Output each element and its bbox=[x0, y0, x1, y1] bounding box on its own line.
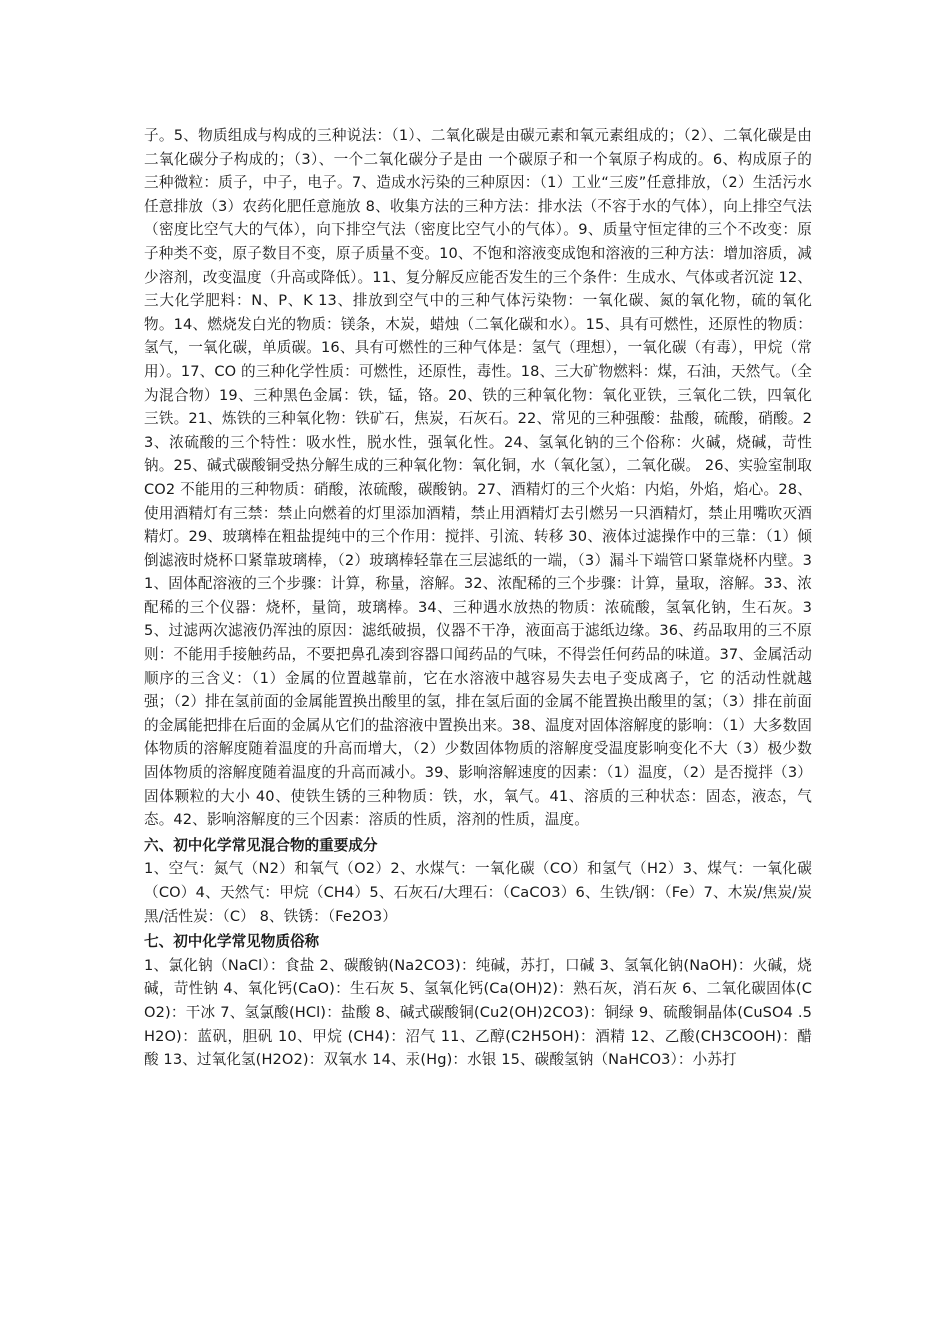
section7-paragraph: 1、氯化钠（NaCl）：食盐 2、碳酸钠(Na2CO3)：纯碱，苏打，口碱 3、氢氧化钠(NaOH)：火碱，烧碱，苛性钠 4、氧化钙(CaO)：生石灰 5、氢氧化钙(Ca(OH)2)：熟石灰，消石灰 6、二氧化碳固体(CO2)：干冰 7、氢氯酸(HCl)：盐酸 8、碱式碳酸铜(Cu2(OH)2CO3)：铜绿 9、硫酸铜晶体(CuSO4 .5H2O)：蓝矾，胆矾 10、甲烷 (CH4)：沼气 11、乙醇(C2H5OH)：酒精 12、乙酸(CH3COOH)：醋酸 13、过氧化氢(H2O2)：双氧水 14、汞(Hg)：水银 15、碳酸氢钠（NaHCO3）：小苏打 bbox=[144, 956, 812, 1069]
section6-paragraph: 1、空气：氮气（N2）和氧气（O2）2、水煤气：一氧化碳（CO）和氢气（H2）3、煤气：一氧化碳（CO）4、天然气：甲烷（CH4）5、石灰石/大理石：（CaCO3）6、生铁/钢：（Fe）7、木炭/焦炭/炭黑/活性炭：（C） 8、铁锈：（Fe2O3） bbox=[144, 860, 812, 925]
section5-paragraph: 子。5、物质组成与构成的三种说法：（1）、二氧化碳是由碳元素和氧元素组成的；（2）、二氧化碳是由二氧化碳分子构成的；（3）、一个二氧化碳分子是由 一个碳原子和一个氧原子构成的。6、构成原子的三种微粒：质子，中子，电子。7、造成水污染的三种原因：（1）工业“三废”任意排放，（2）生活污水任意排放（3）农药化肥任意施放 8、收集方法的三种方法：排水法（不容于水的气体），向上排空气法（密度比空气大的气体），向下排空气法（密度比空气小的气体）。9、质量守恒定律的三个不改变：原子种类不变，原子数目不变，原子质量不变。10、不饱和溶液变成饱和溶液的三种方法：增加溶质，减少溶剂，改变温度（升高或降低）。11、复分解反应能否发生的三个条件：生成水、气体或者沉淀 12、三大化学肥料：N、P、K 13、排放到空气中的三种气体污染物：一氧化碳、氮的氧化物，硫的氧化物。14、燃烧发白光的物质：镁条，木炭，蜡烛（二氧化碳和水）。15、具有可燃性，还原性的物质：氢气，一氧化碳，单质碳。16、具有可燃性的三种气体是：氢气（理想），一氧化碳（有毒），甲烷（常用）。17、CO 的三种化学性质：可燃性，还原性，毒性。18、三大矿物燃料：煤，石油，天然气。（全为混合物）19、三种黑色金属：铁，锰，铬。20、铁的三种氧化物：氧化亚铁，三氧化二铁，四氧化三铁。21、炼铁的三种氧化物：铁矿石，焦炭，石灰石。22、常见的三种强酸：盐酸，硫酸，硝酸。23、浓硫酸的三个特性：吸水性，脱水性，强氧化性。24、氢氧化钠的三个俗称：火碱，烧碱，苛性钠。25、碱式碳酸铜受热分解生成的三种氧化物：氧化铜，水（氧化氢），二氧化碳。 26、实验室制取 CO2 不能用的三种物质：硝酸，浓硫酸，碳酸钠。27、酒精灯的三个火焰：内焰，外焰，焰心。28、使用酒精灯有三禁：禁止向燃着的灯里添加酒精，禁止用酒精灯去引燃另一只酒精灯，禁止用嘴吹灭酒精灯。29、玻璃棒在粗盐提纯中的三个作用：搅拌、引流、转移 30、液体过滤操作中的三靠：（1）倾倒滤液时烧杯口紧靠玻璃棒，（2）玻璃棒轻靠在三层滤纸的一端，（3）漏斗下端管口紧靠烧杯内壁。31、固体配溶液的三个步骤：计算，称量，溶解。32、浓配稀的三个步骤：计算，量取，溶解。33、浓配稀的三个仪器：烧杯，量筒，玻璃棒。34、三种遇水放热的物质：浓硫酸，氢氧化钠，生石灰。35、过滤两次滤液仍浑浊的原因：滤纸破损，仪器不干净，液面高于滤纸边缘。36、药品取用的三不原则：不能用手接触药品，不要把鼻孔凑到容器口闻药品的气味，不得尝任何药品的味道。37、金属活动顺序的三含义：（1）金属的位置越靠前，它在水溶液中越容易失去电子变成离子，它 的活动性就越强；（2）排在氢前面的金属能置换出酸里的氢，排在氢后面的金属不能置换出酸里的氢；（3）排在前面的金属能把排在后面的金属从它们的盐溶液中置换出来。38、温度对固体溶解度的影响：（1）大多数固体物质的溶解度随着温度的升高而增大，（2）少数固体物质的溶解度受温度影响变化不大（3）极少数固体物质的溶解度随着温度的升高而减小。39、影响溶解速度的因素：（1）温度，（2）是否搅拌（3）固体颗粒的大小 40、使铁生锈的三种物质：铁，水，氧气。41、溶质的三种状态：固态，液态，气态。42、影响溶解度的三个因素：溶质的性质，溶剂的性质，温度。 bbox=[144, 127, 812, 829]
document-page bbox=[144, 124, 812, 1072]
section6-heading: 六、初中化学常见混合物的重要成分 bbox=[144, 836, 378, 854]
section7-heading: 七、初中化学常见物质俗称 bbox=[144, 933, 320, 951]
